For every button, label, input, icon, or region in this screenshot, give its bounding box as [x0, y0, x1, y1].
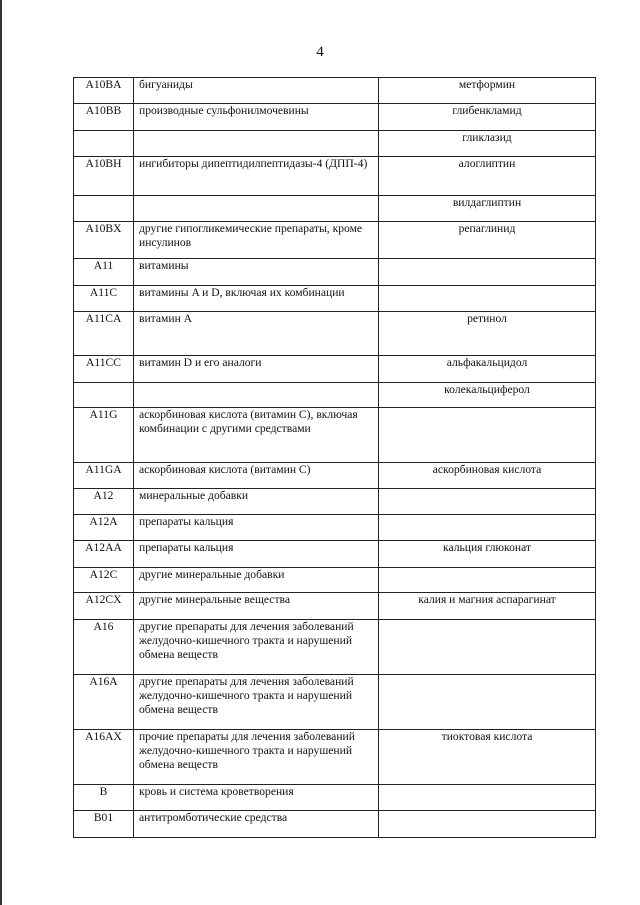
atc-code-cell: A12A	[74, 515, 134, 541]
atc-code-cell: A10BB	[74, 104, 134, 131]
drug-name-cell: кальция глюконат	[379, 541, 596, 568]
table-row	[74, 675, 596, 730]
drug-name-cell	[379, 811, 596, 838]
drug-name-cell	[379, 568, 596, 593]
drug-name-cell: глибенкламид	[379, 104, 596, 131]
atc-drug-table	[73, 77, 596, 838]
group-name-cell: ингибиторы дипептидилпептидазы-4 (ДПП-4)	[134, 157, 379, 196]
drug-name-cell: калия и магния аспарагинат	[379, 593, 596, 620]
table-row	[74, 515, 596, 541]
page-number: 4	[316, 44, 324, 60]
group-name-cell: другие препараты для лечения заболеваний желудочно-кишечного тракта и нарушений обмена веществ	[134, 620, 379, 675]
atc-table-body	[74, 78, 596, 838]
group-name-cell: другие минеральные добавки	[134, 568, 379, 593]
atc-code-cell	[74, 196, 134, 222]
table-row	[74, 785, 596, 811]
atc-code-cell: B01	[74, 811, 134, 838]
drug-name-cell	[379, 259, 596, 286]
table-row	[74, 541, 596, 568]
drug-name-cell	[379, 408, 596, 463]
group-name-cell: витамин A	[134, 312, 379, 356]
atc-code-cell: A11	[74, 259, 134, 286]
atc-code-cell: A11CC	[74, 356, 134, 383]
atc-code-cell: B	[74, 785, 134, 811]
drug-name-cell: тиоктовая кислота	[379, 730, 596, 785]
group-name-cell	[134, 196, 379, 222]
group-name-cell: витамины	[134, 259, 379, 286]
group-name-cell: другие препараты для лечения заболеваний желудочно-кишечного тракта и нарушений обмена веществ	[134, 675, 379, 730]
group-name-cell: кровь и система кроветворения	[134, 785, 379, 811]
drug-name-cell	[379, 785, 596, 811]
drug-name-cell: колекальциферол	[379, 383, 596, 408]
table-row	[74, 259, 596, 286]
atc-code-cell	[74, 131, 134, 157]
group-name-cell: бигуаниды	[134, 78, 379, 104]
table-row	[74, 620, 596, 675]
atc-code-cell: A12C	[74, 568, 134, 593]
group-name-cell: другие минеральные вещества	[134, 593, 379, 620]
table-row	[74, 568, 596, 593]
table-row	[74, 157, 596, 196]
group-name-cell: препараты кальция	[134, 515, 379, 541]
table-row	[74, 593, 596, 620]
atc-code-cell: A10BX	[74, 222, 134, 259]
drug-name-cell	[379, 675, 596, 730]
table-row	[74, 78, 596, 104]
table-row	[74, 196, 596, 222]
table-row	[74, 104, 596, 131]
atc-code-cell: A12	[74, 489, 134, 515]
group-name-cell: аскорбиновая кислота (витамин С)	[134, 463, 379, 489]
atc-code-cell: A11CA	[74, 312, 134, 356]
atc-code-cell	[74, 383, 134, 408]
table-row	[74, 489, 596, 515]
atc-code-cell: A12AA	[74, 541, 134, 568]
drug-name-cell: гликлазид	[379, 131, 596, 157]
drug-name-cell: репаглинид	[379, 222, 596, 259]
table-row	[74, 811, 596, 838]
group-name-cell: производные сульфонилмочевины	[134, 104, 379, 131]
table-row	[74, 222, 596, 259]
group-name-cell: минеральные добавки	[134, 489, 379, 515]
atc-code-cell: A16AX	[74, 730, 134, 785]
table-row	[74, 730, 596, 785]
atc-code-cell: A10BH	[74, 157, 134, 196]
group-name-cell: другие гипогликемические препараты, кроме инсулинов	[134, 222, 379, 259]
group-name-cell	[134, 383, 379, 408]
atc-code-cell: A11GA	[74, 463, 134, 489]
table-row	[74, 463, 596, 489]
drug-name-cell: аскорбиновая кислота	[379, 463, 596, 489]
atc-code-cell: A10BA	[74, 78, 134, 104]
drug-name-cell	[379, 489, 596, 515]
drug-name-cell	[379, 620, 596, 675]
drug-name-cell: ретинол	[379, 312, 596, 356]
group-name-cell: препараты кальция	[134, 541, 379, 568]
group-name-cell: аскорбиновая кислота (витамин С), включая комбинации с другими средствами	[134, 408, 379, 463]
atc-code-cell: A11G	[74, 408, 134, 463]
table-row	[74, 286, 596, 312]
group-name-cell: витамин D и его аналоги	[134, 356, 379, 383]
group-name-cell: антитромботические средства	[134, 811, 379, 838]
table-row	[74, 131, 596, 157]
atc-code-cell: A16	[74, 620, 134, 675]
atc-code-cell: A16A	[74, 675, 134, 730]
group-name-cell: витамины A и D, включая их комбинации	[134, 286, 379, 312]
drug-name-cell	[379, 515, 596, 541]
table-row	[74, 408, 596, 463]
scan-edge-line	[0, 0, 2, 905]
drug-name-cell: алоглиптин	[379, 157, 596, 196]
drug-name-cell	[379, 286, 596, 312]
table-row	[74, 312, 596, 356]
group-name-cell: прочие препараты для лечения заболеваний желудочно-кишечного тракта и нарушений обмена веществ	[134, 730, 379, 785]
table-row	[74, 356, 596, 383]
atc-code-cell: A12CX	[74, 593, 134, 620]
table-row	[74, 383, 596, 408]
group-name-cell	[134, 131, 379, 157]
drug-name-cell: метформин	[379, 78, 596, 104]
drug-name-cell: альфакальцидол	[379, 356, 596, 383]
atc-code-cell: A11C	[74, 286, 134, 312]
drug-name-cell: вилдаглиптин	[379, 196, 596, 222]
